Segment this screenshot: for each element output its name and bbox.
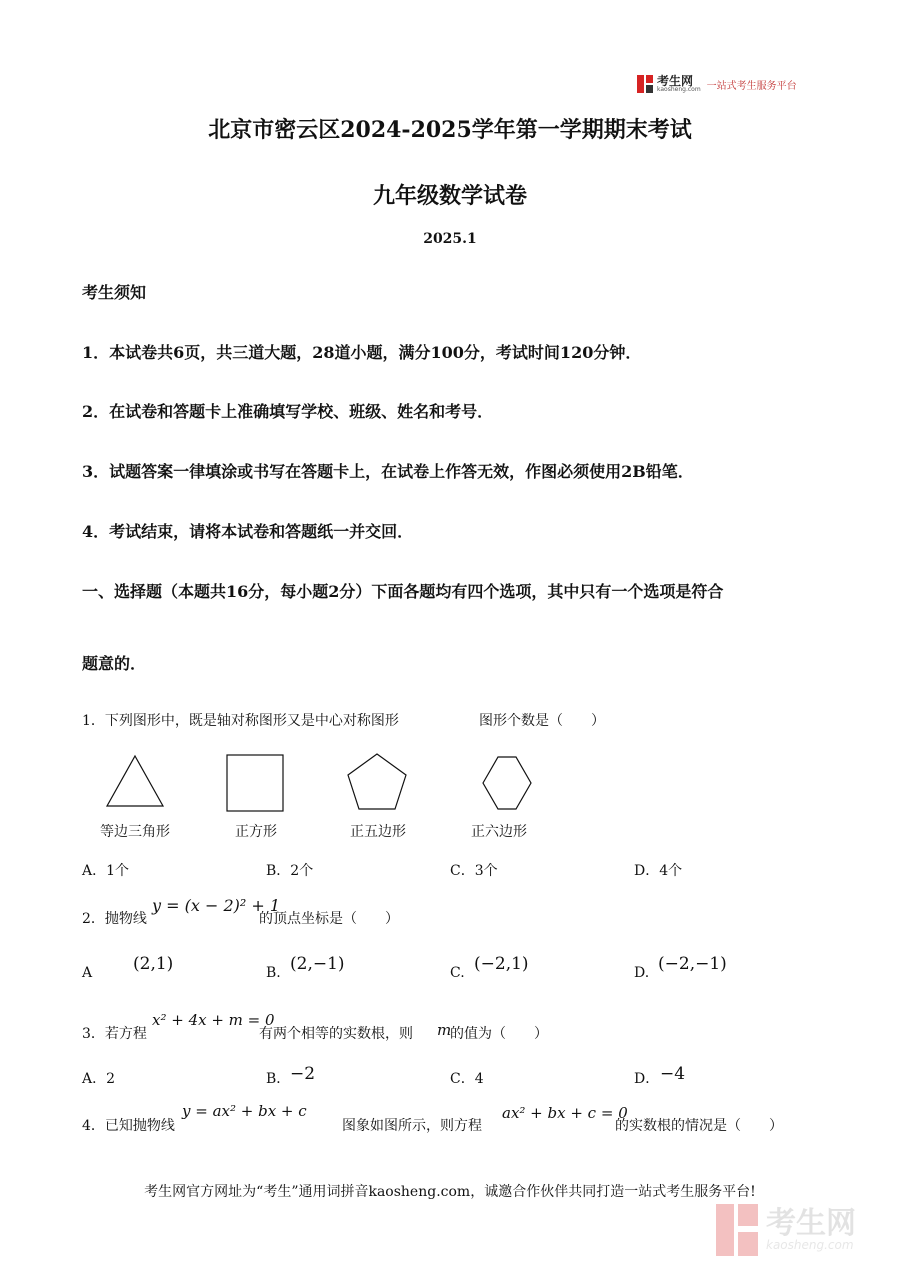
logo-domain: kaosheng.com	[657, 86, 701, 93]
q3-option-b-label: B．	[266, 1071, 291, 1087]
q2-option-a-value: (2,1)	[133, 954, 174, 974]
q2-option-a-label: A	[82, 965, 93, 981]
q3-formula: x² + 4x + m = 0	[152, 1011, 275, 1029]
q2-option-b-value: (2,−1)	[290, 954, 345, 974]
q2-option-d-value: (−2,−1)	[658, 954, 727, 974]
q4-stem-a: 4．已知抛物线	[82, 1118, 175, 1134]
q3-var: m	[437, 1021, 452, 1039]
notice-item: 1．本试卷共6页，共三道大题，28道小题，满分100分，考试时间120分钟．	[82, 343, 642, 362]
q2-stem-b: 的顶点坐标是（ ）	[259, 911, 399, 927]
q1-stem-a: 1．下列图形中，既是轴对称图形又是中心对称图形	[82, 713, 399, 729]
q3-option-d-value: −4	[660, 1064, 686, 1084]
q3-option-d-label: D．	[634, 1071, 660, 1087]
watermark-domain: kaosheng.com	[766, 1238, 854, 1252]
header-slogan: 一站式考生服务平台	[706, 80, 797, 92]
q1-shapes	[95, 752, 555, 816]
q2-option-d-label: D.	[634, 965, 650, 981]
q3-stem-c: 的值为（ ）	[450, 1026, 548, 1042]
q2-option-c-label: C.	[450, 965, 465, 981]
shape-label: 正六边形	[471, 824, 527, 840]
q4-formula2: ax² + bx + c = 0	[502, 1104, 628, 1122]
q1-option-b: B．2个	[266, 863, 314, 879]
header-logo	[637, 72, 797, 96]
q1-option-d: D．4个	[634, 863, 683, 879]
footer-text: 考生网官方网址为“考生”通用词拼音kaosheng.com，诚邀合作伙伴共同打造一站式考生服务平台!	[144, 1184, 756, 1200]
q3-stem-b: 有两个相等的实数根，则	[259, 1026, 413, 1042]
watermark-logo	[716, 1200, 886, 1260]
pentagon-shape	[348, 754, 406, 809]
q4-stem-b: 图象如图所示，则方程	[342, 1118, 482, 1134]
section-heading-cont: 题意的．	[82, 654, 147, 673]
logo-text: 考生网	[657, 74, 694, 88]
q3-option-b-value: −2	[290, 1064, 316, 1084]
q2-option-b-label: B.	[266, 965, 281, 981]
triangle-shape	[107, 756, 163, 806]
square-shape	[227, 755, 283, 811]
notice-item: 3．试题答案一律填涂或书写在答题卡上，在试卷上作答无效，作图必须使用2B铅笔．	[82, 462, 694, 481]
q3-stem-a: 3．若方程	[82, 1026, 147, 1042]
watermark-mark-icon	[716, 1204, 760, 1256]
shape-label: 等边三角形	[100, 824, 170, 840]
notice-item: 2．在试卷和答题卡上准确填写学校、班级、姓名和考号．	[82, 402, 494, 421]
notice-item: 4．考试结束，请将本试卷和答题纸一并交回．	[82, 522, 414, 541]
q4-stem-c: 的实数根的情况是（ ）	[615, 1118, 783, 1134]
exam-title: 北京市密云区2024-2025学年第一学期期末考试	[208, 117, 692, 143]
q3-option-a: A．2	[82, 1071, 116, 1087]
logo-mark-icon	[637, 75, 653, 93]
exam-subtitle: 九年级数学试卷	[372, 183, 527, 209]
q2-option-c-value: (−2,1)	[474, 954, 529, 974]
section-heading: 一、选择题（本题共16分，每小题2分）下面各题均有四个选项，其中只有一个选项是符合	[82, 582, 724, 601]
watermark-text: 考生网	[766, 1206, 856, 1241]
shape-label: 正方形	[235, 824, 277, 840]
q2-stem-a: 2．抛物线	[82, 911, 147, 927]
hexagon-shape	[483, 757, 531, 809]
q4-formula1: y = ax² + bx + c	[182, 1102, 307, 1120]
exam-date: 2025.1	[423, 231, 477, 247]
q1-stem-b: 图形个数是（ ）	[479, 713, 605, 729]
q2-formula: y = (x − 2)² + 1	[152, 896, 281, 915]
q1-option-a: A．1个	[82, 863, 130, 879]
shape-label: 正五边形	[350, 824, 406, 840]
q1-option-c: C．3个	[450, 863, 498, 879]
q3-option-c: C．4	[450, 1071, 484, 1087]
notice-heading: 考生须知	[82, 283, 147, 302]
